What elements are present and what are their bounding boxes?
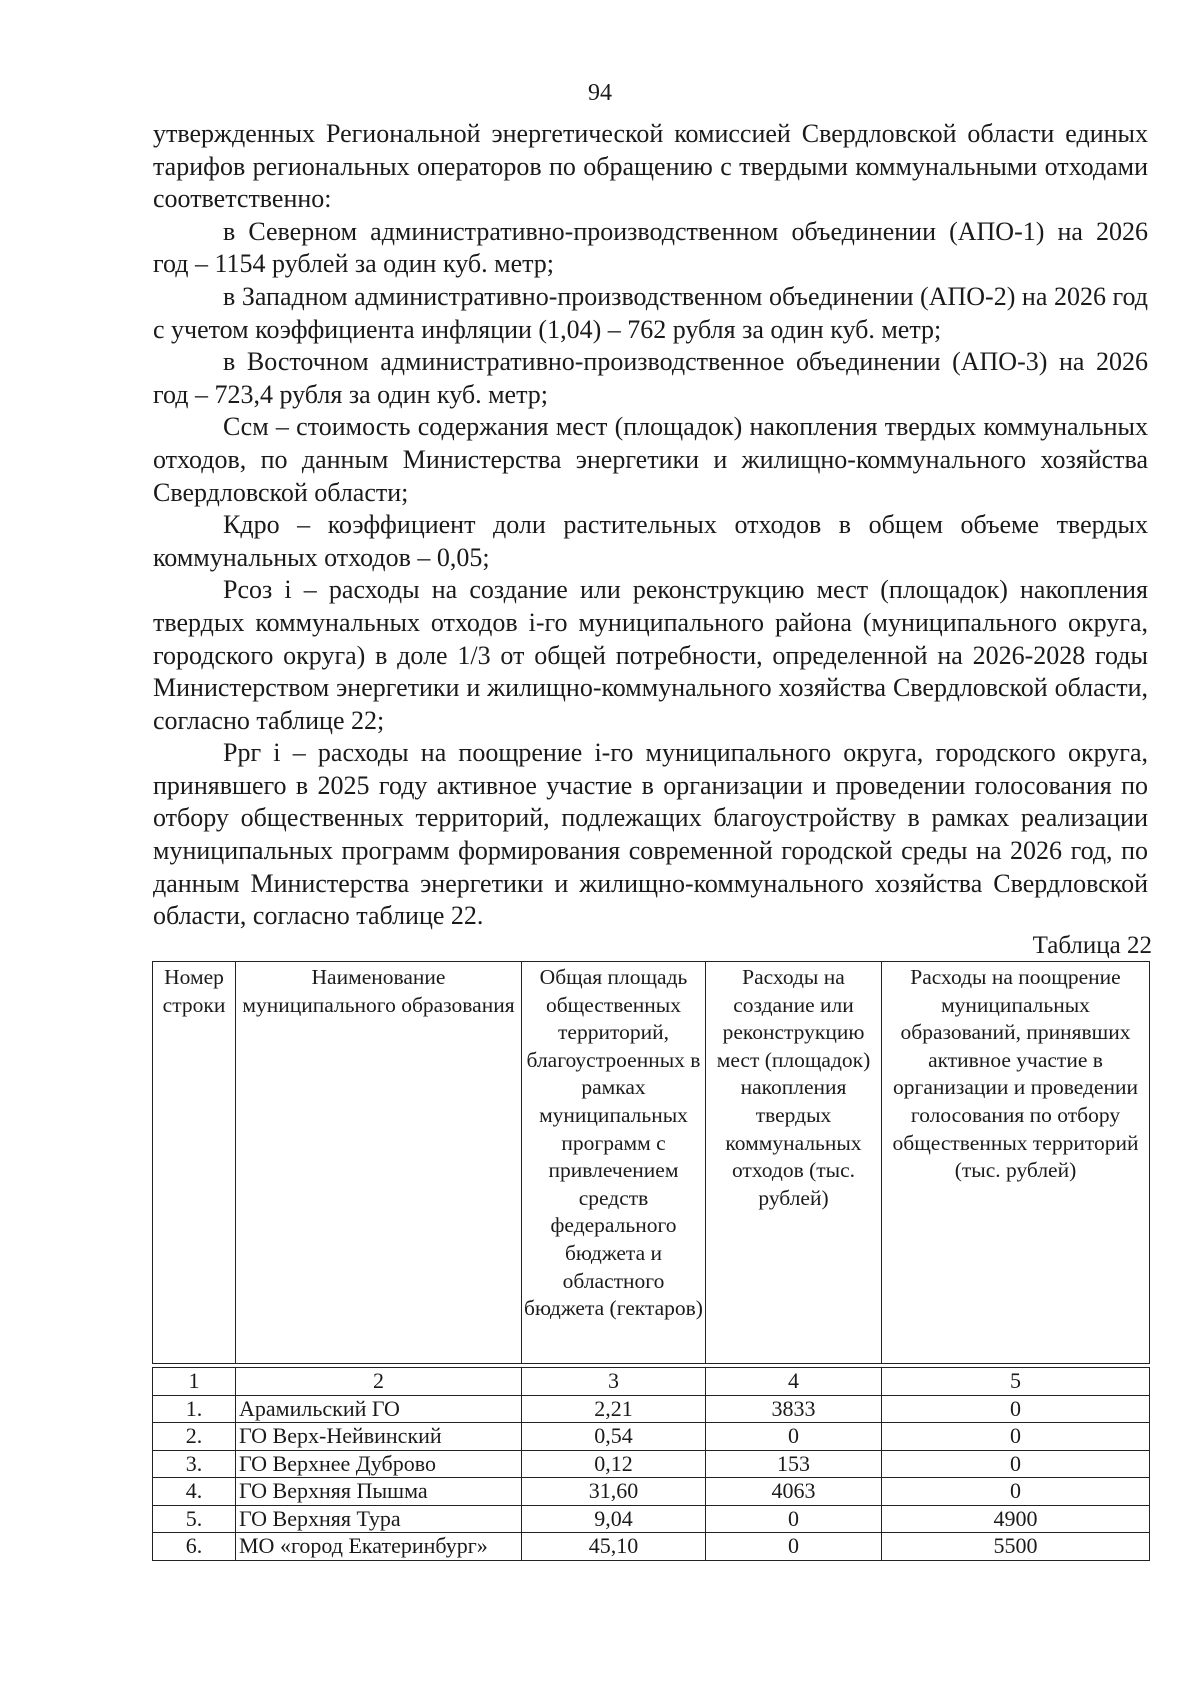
- table-row: [153, 1505, 1150, 1533]
- municipality-name: Арамильский ГО: [236, 1395, 522, 1423]
- reward-value: 0: [882, 1423, 1150, 1451]
- header-public-area: Общая площадь общественных территорий, благоустроенных в рамках муниципальных программ с привлечением средств федерального бюджета и областного бюджета (гектаров): [522, 962, 706, 1364]
- paragraph-rrg: Ррг i – расходы на поощрение i-го муниципального округа, городского округа, принявшего в 2025 году активное участие в организации и проведении голосования по отбору общественных территорий, подлежащих благоустройству в рамках реализации муниципальных программ формирования современной городской среды на 2026 год, по данным Министерства энергетики и жилищно-коммунального хозяйства Свердловской области, согласно таблице 22.: [153, 738, 1148, 931]
- public-area-value: 0,12: [522, 1450, 706, 1478]
- paragraph-apo-3: в Восточном административно-производственное объединении (АПО-3) на 2026 год – 723,4 рубля за один куб. метр;: [153, 347, 1148, 409]
- column-number: 2: [236, 1368, 522, 1396]
- paragraph-apo-2: в Западном административно-производственном объединении (АПО-2) на 2026 год с учетом коэффициента инфляции (1,04) – 762 рубля за один куб. метр;: [153, 281, 1148, 344]
- row-number: 4.: [153, 1478, 236, 1506]
- municipality-name: ГО Верхняя Тура: [236, 1505, 522, 1533]
- row-number: 5.: [153, 1505, 236, 1533]
- reward-value: 0: [882, 1395, 1150, 1423]
- reward-value: 4900: [882, 1505, 1150, 1533]
- waste-sites-value: 0: [706, 1423, 882, 1451]
- waste-sites-value: 3833: [706, 1395, 882, 1423]
- waste-sites-value: 0: [706, 1533, 882, 1561]
- body-text: [153, 118, 1148, 933]
- municipality-name: МО «город Екатеринбург»: [236, 1533, 522, 1561]
- public-area-value: 0,54: [522, 1423, 706, 1451]
- column-number: 1: [153, 1368, 236, 1396]
- table-header: [152, 961, 1150, 1364]
- header-municipality-name: Наименование муниципального образования: [236, 962, 522, 1364]
- row-number: 1.: [153, 1395, 236, 1423]
- table-row: [153, 1450, 1150, 1478]
- reward-value: 0: [882, 1450, 1150, 1478]
- reward-value: 5500: [882, 1533, 1150, 1561]
- paragraph-kdro: Кдро – коэффициент доли растительных отходов в общем объеме твердых коммунальных отходов – 0,05;: [153, 510, 1148, 572]
- table-caption: Таблица 22: [1032, 932, 1152, 959]
- paragraph-rsoz: Рсоз i – расходы на создание или реконструкцию мест (площадок) накопления твердых коммунальных отходов i-го муниципального района (муниципального округа, городского округа) в доле 1/3 от общей потребности, определенной на 2026-2028 годы Министерством энергетики и жилищно-коммунального хозяйства Свердловской области, согласно таблице 22;: [153, 575, 1148, 735]
- paragraph-tariffs-intro: утвержденных Региональной энергетической комиссией Свердловской области единых тарифов региональных операторов по обращению с твердыми коммунальными отходами соответственно:: [153, 119, 1148, 214]
- paragraph-apo-1: в Северном административно-производственном объединении (АПО-1) на 2026 год – 1154 рублей за один куб. метр;: [153, 216, 1148, 279]
- header-row-number: Номер строки: [153, 962, 236, 1364]
- waste-sites-value: 4063: [706, 1478, 882, 1506]
- row-number: 6.: [153, 1533, 236, 1561]
- header-waste-sites-expenses: Расходы на создание или реконструкцию мест (площадок) накопления твердых коммунальных отходов (тыс. рублей): [706, 962, 882, 1364]
- table-row: [153, 1533, 1150, 1561]
- waste-sites-value: 0: [706, 1505, 882, 1533]
- municipality-name: ГО Верхняя Пышма: [236, 1478, 522, 1506]
- public-area-value: 31,60: [522, 1478, 706, 1506]
- public-area-value: 45,10: [522, 1533, 706, 1561]
- row-number: 2.: [153, 1423, 236, 1451]
- table-row: [153, 1395, 1150, 1423]
- column-number: 5: [882, 1368, 1150, 1396]
- waste-sites-value: 153: [706, 1450, 882, 1478]
- page-number: 94: [588, 80, 612, 106]
- column-number: 3: [522, 1368, 706, 1396]
- row-number: 3.: [153, 1450, 236, 1478]
- public-area-value: 9,04: [522, 1505, 706, 1533]
- table-row: [153, 1423, 1150, 1451]
- reward-value: 0: [882, 1478, 1150, 1506]
- header-reward-expenses: Расходы на поощрение муниципальных образований, принявших активное участие в организации и проведении голосования по отбору общественных территорий (тыс. рублей): [882, 962, 1150, 1364]
- paragraph-ssm: Ссм – стоимость содержания мест (площадок) накопления твердых коммунальных отходов, по данным Министерства энергетики и жилищно-коммунального хозяйства Свердловской области;: [153, 412, 1148, 507]
- municipality-name: ГО Верхнее Дуброво: [236, 1450, 522, 1478]
- column-number: 4: [706, 1368, 882, 1396]
- municipality-name: ГО Верх-Нейвинский: [236, 1423, 522, 1451]
- table-body: [152, 1367, 1150, 1561]
- public-area-value: 2,21: [522, 1395, 706, 1423]
- table-row: [153, 1478, 1150, 1506]
- column-number-row: [153, 1368, 1150, 1396]
